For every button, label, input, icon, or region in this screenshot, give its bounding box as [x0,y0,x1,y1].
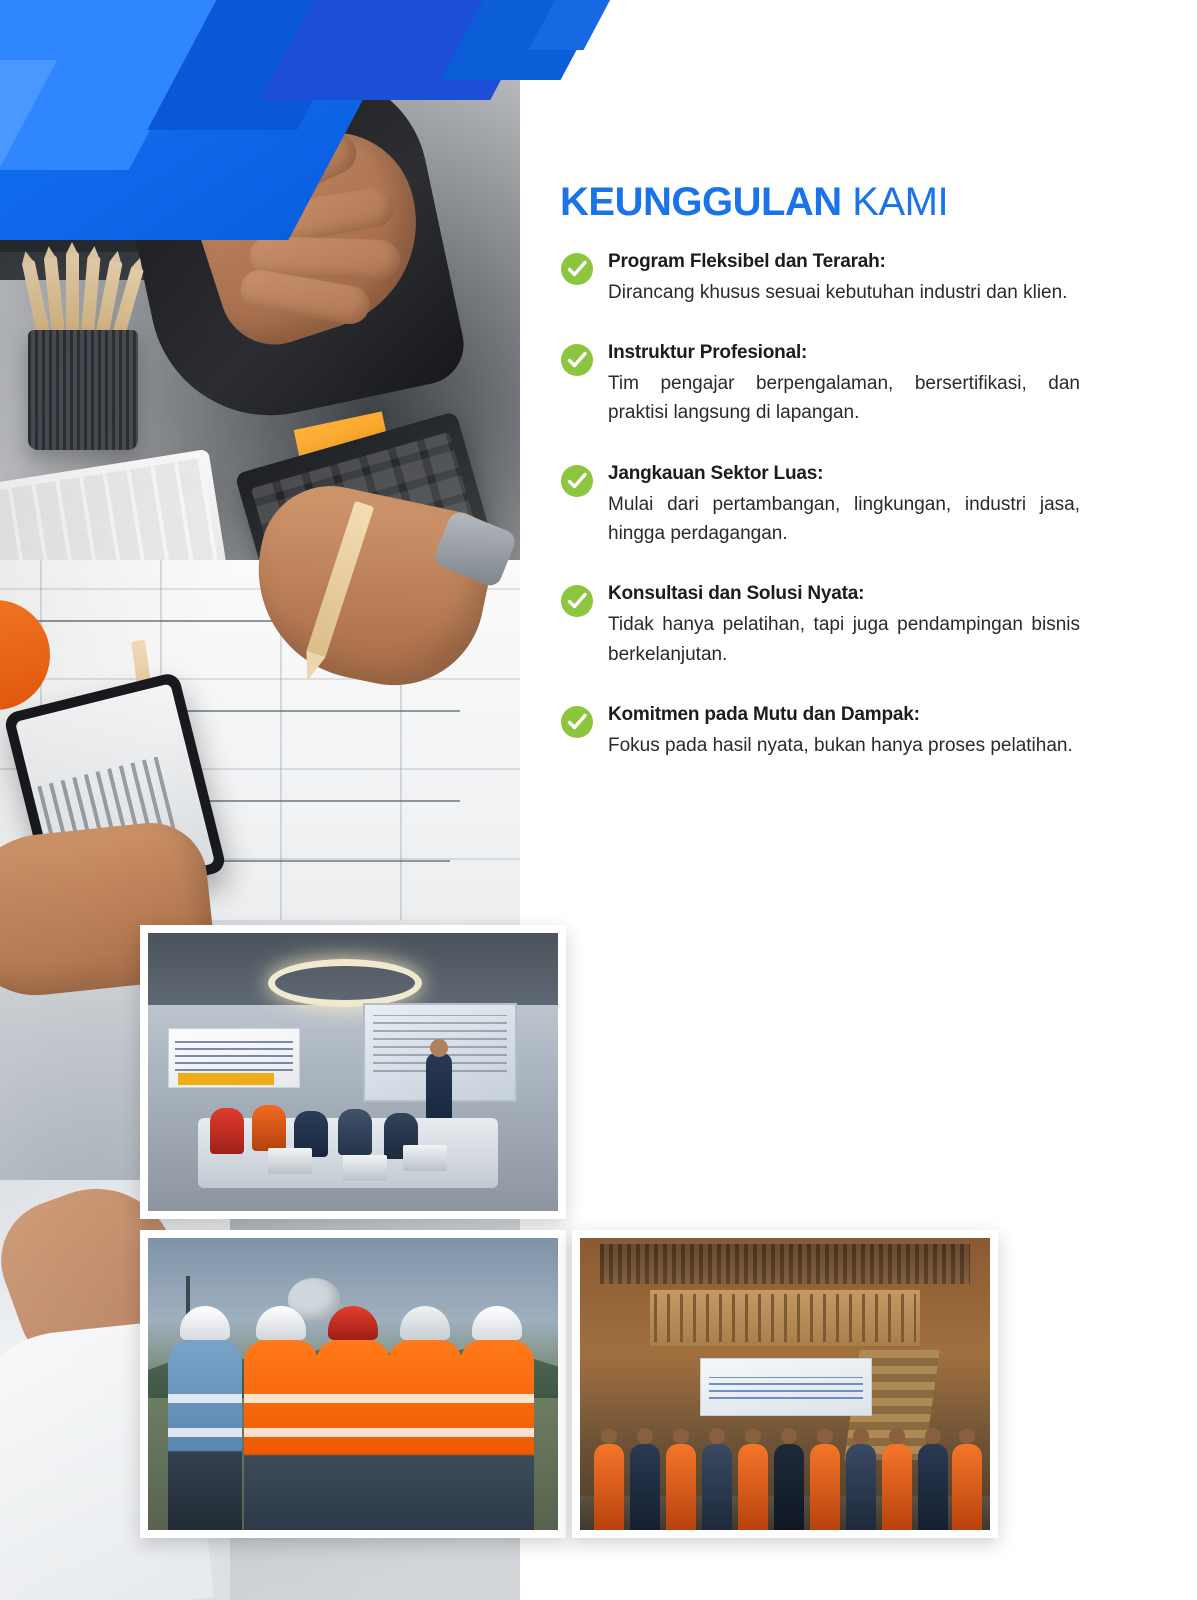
laptop-shape [268,1148,312,1174]
photo-frame [148,1238,558,1530]
photo-frame [580,1238,990,1530]
pencil-shape [44,256,66,339]
feature-description: Tidak hanya pelatihan, tapi juga pendampingan bisnis berkelanjutan. [608,614,1080,665]
pencil-shape [306,501,374,659]
vest-stripe-shape [244,1394,318,1403]
worker-shape [388,1340,462,1530]
check-circle-icon [560,705,594,739]
person-shape [918,1444,948,1530]
vest-stripe-shape [388,1428,462,1437]
person-shape [666,1444,696,1530]
feature-body [608,703,1080,760]
attendee-shape [338,1109,372,1155]
worker-shape [316,1340,390,1530]
feature-title: Konsultasi dan Solusi Nyata: [608,583,865,605]
vest-stripe-shape [460,1394,534,1403]
feature-title: Program Fleksibel dan Terarah: [608,251,886,272]
blueprint-line [60,710,460,712]
blueprint-line [20,620,440,622]
blueprint-shape [0,560,520,920]
calculator-shape [234,411,495,614]
page-title-bold: KEUNGGULAN [560,180,842,224]
sticky-note-shape [294,411,397,498]
feature-item [560,341,1080,428]
balcony-shape [650,1290,920,1346]
vest-stripe-shape [168,1428,242,1437]
person-shape [594,1444,624,1530]
vest-stripe-shape [460,1428,534,1437]
person-shape [630,1444,660,1530]
vest-stripe-shape [244,1428,318,1437]
content-column [560,180,1080,794]
blueprint-line [120,800,460,802]
pencil-shape [94,260,122,343]
helmet-shape [472,1306,522,1340]
finger-shape [238,267,373,327]
person-shape [882,1444,912,1530]
worker-shape [460,1340,534,1530]
laptop-shape [403,1145,447,1171]
finger-shape [249,235,400,280]
vest-stripe-shape [316,1394,390,1403]
hand-shape [238,473,501,702]
check-circle-icon [560,584,594,618]
page-title-light: KAMI [841,180,949,224]
orange-object-shape [0,600,50,710]
pencil-shape [22,260,52,343]
wooden-house-scene [580,1238,990,1530]
feature-description: Mulai dari pertambangan, lingkungan, industri jasa, hingga perdagangan. [608,493,1080,544]
feature-title: Jangkauan Sektor Luas: [608,462,824,484]
blueprint-line [150,860,450,862]
roof-shape [600,1244,970,1284]
banner-title-shape [178,1073,274,1085]
attendee-shape [210,1108,244,1154]
feature-item [560,703,1080,760]
training-meeting-room-photo [140,925,566,1219]
event-banner-shape [700,1358,872,1416]
field-workers-safety-vest-photo [140,1230,566,1538]
field-site-scene [148,1238,558,1530]
feature-title: Instruktur Profesional: [608,342,808,364]
feature-body [608,341,1080,428]
feature-item [560,250,1080,307]
worker-shape [244,1340,318,1530]
pencil-shape [109,266,144,348]
wristwatch-shape [432,509,519,589]
tablet-screen-shape [15,683,215,901]
blue-accent-shape [529,0,717,50]
person-shape [774,1444,804,1530]
person-shape [738,1444,768,1530]
tablet-shape [3,671,227,913]
presenter-shape [426,1053,452,1125]
feature-item [560,462,1080,549]
worker-shape [168,1340,242,1530]
pencil-shape [80,256,100,339]
keyboard-shape [0,449,228,621]
photo-frame [148,933,558,1211]
meeting-room-scene [148,933,558,1211]
pencil-shape [66,252,79,334]
feature-body [608,582,1080,669]
page-title [560,180,1080,224]
vest-stripe-shape [168,1394,242,1403]
feature-body [608,462,1080,549]
check-circle-icon [560,464,594,498]
person-shape [846,1444,876,1530]
person-shape [952,1444,982,1530]
vest-stripe-shape [388,1394,462,1403]
group-photo-wooden-house [572,1230,998,1538]
person-shape [702,1444,732,1530]
laptop-shape [343,1155,387,1181]
helmet-shape [400,1306,450,1340]
feature-description: Tim pengajar berpengalaman, bersertifikasi, dan praktisi langsung di lapangan. [608,372,1080,424]
feature-item [560,582,1080,669]
group-row [580,1410,990,1530]
feature-description: Fokus pada hasil nyata, bukan hanya proses pelatihan. [608,734,1073,756]
attendee-shape [252,1105,286,1151]
feature-body [608,250,1080,307]
ceiling-light-shape [268,959,422,1007]
feature-description: Dirancang khusus sesuai kebutuhan industri dan klien. [608,281,1068,303]
check-circle-icon [560,343,594,377]
person-shape [810,1444,840,1530]
pencil-shape [131,640,163,771]
check-circle-icon [560,252,594,286]
vest-stripe-shape [316,1428,390,1437]
pencil-group-shape [28,262,146,342]
pencil-cup-shape [28,330,138,450]
feature-title: Komitmen pada Mutu dan Dampak: [608,704,920,726]
